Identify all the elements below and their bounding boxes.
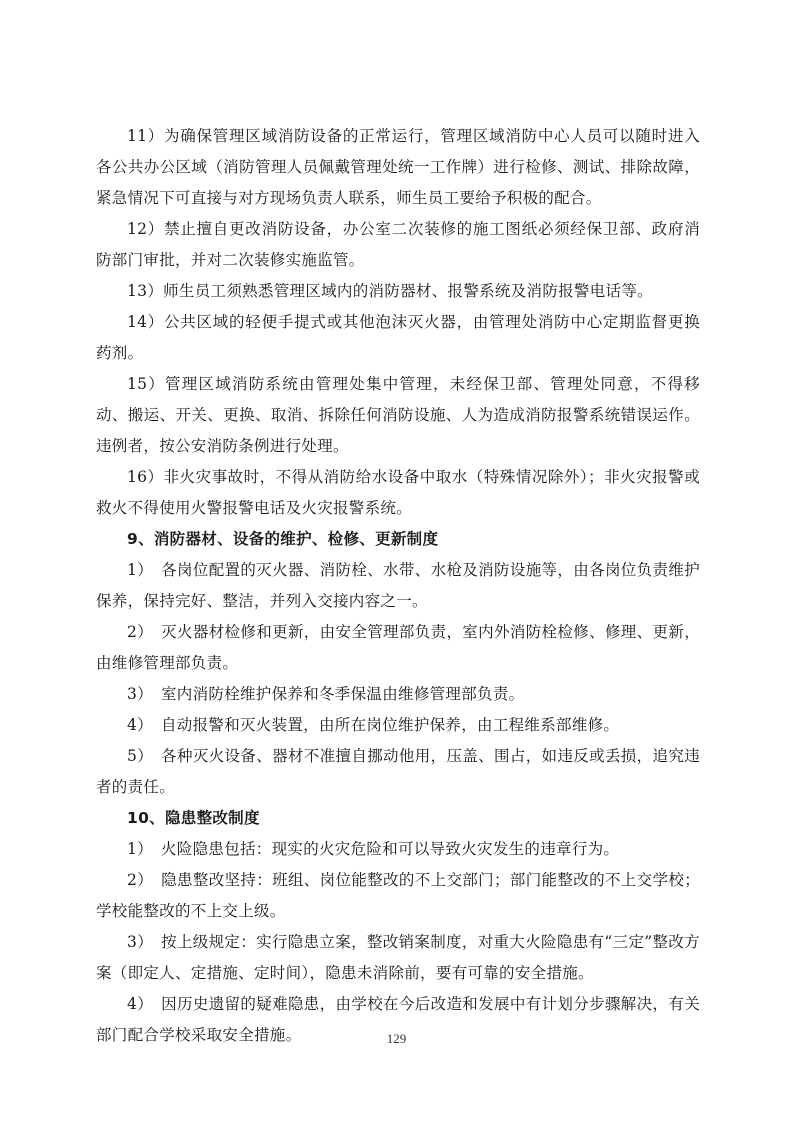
- paragraph-item-maint-3: 3） 室内消防栓维护保养和冬季保温由维修管理部负责。: [127, 685, 525, 703]
- paragraph-item-maint-5: 5） 各种灭火设备、器材不准擅自挪动他用，压盖、围占，如违反或丢损，追究违者的责任。: [96, 747, 700, 796]
- paragraph-item-maint-2: 2） 灭火器材检修和更新，由安全管理部负责，室内外消防栓检修、修理、更新，由维修管理部负责。: [96, 623, 700, 672]
- document-body: [96, 121, 700, 1051]
- paragraph-item-hazard-1: 1） 火险隐患包括：现实的火灾危险和可以导致火灾发生的违章行为。: [127, 840, 620, 858]
- section-heading-hazard: 10、隐患整改制度: [127, 809, 260, 827]
- paragraph-item-maint-1: 1） 各岗位配置的灭火器、消防栓、水带、水枪及消防设施等，由各岗位负责维护保养，保持完好、整洁，并列入交接内容之一。: [96, 561, 700, 610]
- paragraph-item-12: 12）禁止擅自更改消防设备，办公室二次装修的施工图纸必须经保卫部、政府消防部门审批，并对二次装修实施监管。: [96, 220, 700, 269]
- section-heading-maintenance: 9、消防器材、设备的维护、检修、更新制度: [127, 530, 439, 548]
- paragraph-item-maint-4: 4） 自动报警和灭火装置，由所在岗位维护保养，由工程维系部维修。: [127, 716, 620, 734]
- paragraph-item-hazard-2: 2） 隐患整改坚持：班组、岗位能整改的不上交部门；部门能整改的不上交学校；学校能整改的不上交上级。: [96, 871, 700, 920]
- paragraph-item-hazard-4: 4） 因历史遗留的疑难隐患，由学校在今后改造和发展中有计划分步骤解决，有关部门配合学校采取安全措施。: [96, 995, 700, 1044]
- paragraph-item-14: 14）公共区域的轻便手提式或其他泡沫灭火器，由管理处消防中心定期监督更换药剂。: [96, 313, 700, 362]
- paragraph-item-16: 16）非火灾事故时，不得从消防给水设备中取水（特殊情况除外）；非火灾报警或救火不得使用火警报警电话及火灾报警系统。: [96, 468, 700, 517]
- paragraph-item-15: 15）管理区域消防系统由管理处集中管理，未经保卫部、管理处同意，不得移动、搬运、开关、更换、取消、拆除任何消防设施、人为造成消防报警系统错误运作。违例者，按公安消防条例进行处理。: [96, 375, 700, 455]
- page-number: 129: [386, 1031, 407, 1046]
- paragraph-item-hazard-3: 3） 按上级规定：实行隐患立案，整改销案制度，对重大火险隐患有“三定”整改方案（即定人、定措施、定时间），隐患未消除前，要有可靠的安全措施。: [96, 933, 700, 982]
- paragraph-item-13: 13）师生员工须熟悉管理区域内的消防器材、报警系统及消防报警电话等。: [127, 282, 653, 300]
- paragraph-item-11: 11）为确保管理区域消防设备的正常运行，管理区域消防中心人员可以随时进入各公共办公区域（消防管理人员佩戴管理处统一工作牌）进行检修、测试、排除故障，紧急情况下可直接与对方现场负责人联系，师生员工要给予积极的配合。: [96, 127, 700, 207]
